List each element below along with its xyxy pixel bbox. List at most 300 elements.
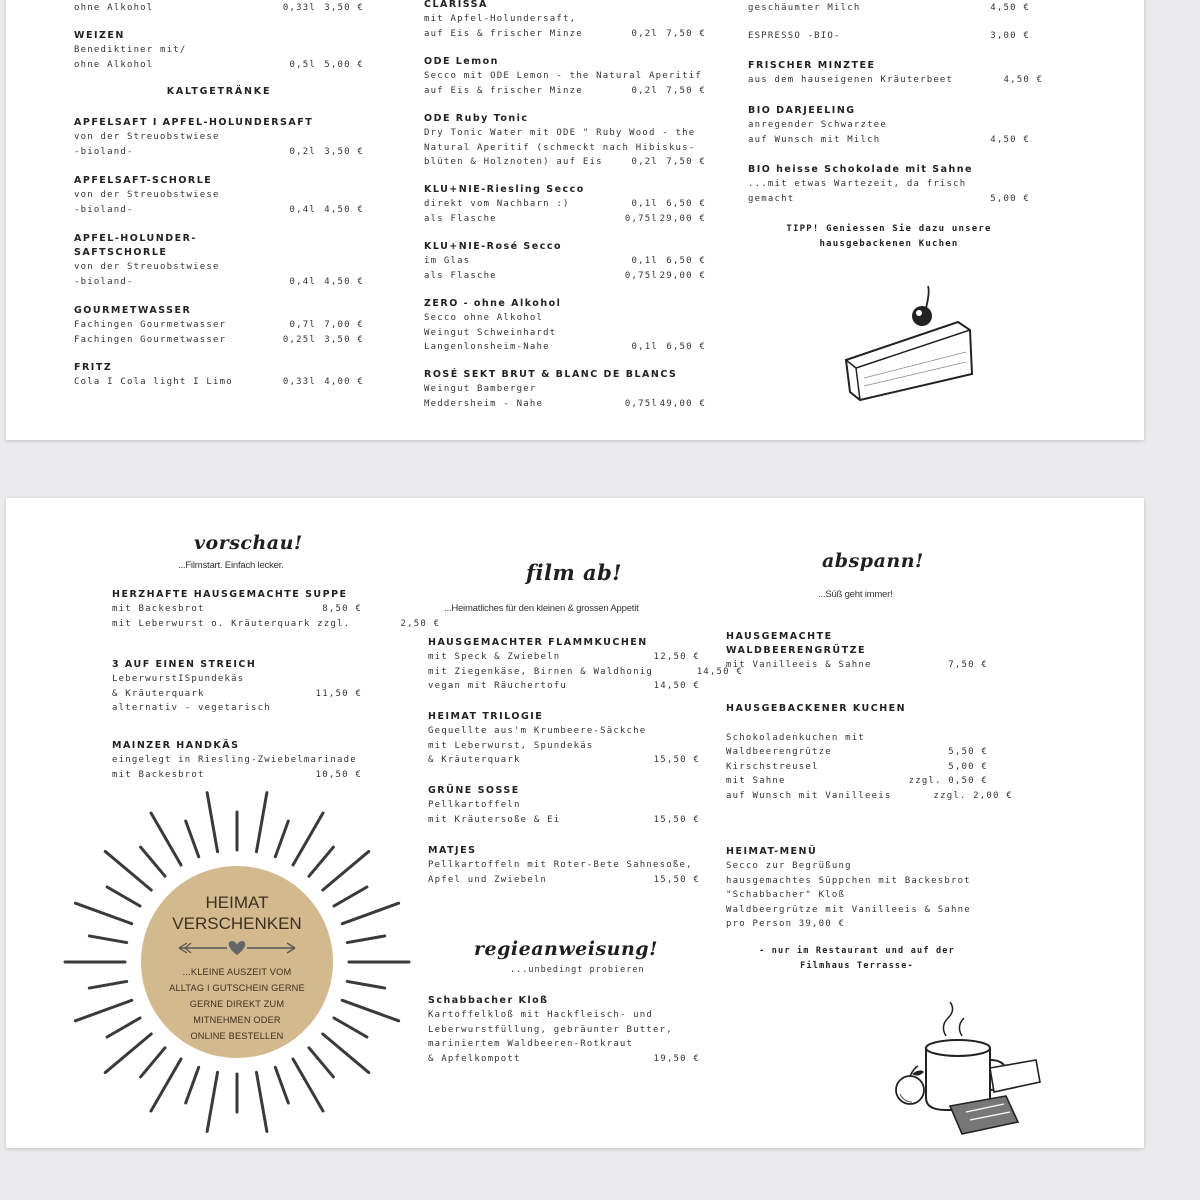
menu-line-price	[940, 859, 988, 874]
menu-line-price: 10,50 €	[315, 769, 362, 780]
menu-item-title: HEIMAT TRILOGIE	[428, 711, 544, 722]
menu-item-schabbacher-kloss	[428, 994, 700, 1066]
menu-line	[74, 375, 364, 390]
menu-line-price: 7,50 €	[666, 157, 706, 167]
menu-item-title: APFELSAFT-SCHORLE	[74, 175, 213, 186]
menu-item-heimat-trilogie	[428, 710, 700, 768]
menu-item-title: WEIZEN	[74, 30, 125, 41]
menu-line-price	[652, 798, 700, 813]
sun-ray	[207, 1072, 217, 1131]
menu-line-price	[658, 382, 706, 397]
menu-line-price: 4,50 €	[990, 134, 1030, 145]
menu-line	[112, 768, 362, 783]
menu-line-text: Waldbeerengrütze	[726, 747, 832, 757]
menu-line-size: 0,7l	[289, 320, 316, 330]
gutschein-badge	[62, 788, 412, 1138]
menu-line-size	[695, 126, 737, 141]
menu-line	[74, 58, 364, 73]
coffee-cake-illustration-icon	[886, 998, 1046, 1138]
section-heading-regieanweisung: regieanweisung!	[474, 938, 658, 960]
menu-item-weizen	[74, 29, 364, 72]
menu-line-size	[272, 687, 314, 702]
menu-line	[424, 212, 706, 227]
menu-line	[74, 318, 364, 333]
sun-ray	[342, 1000, 398, 1021]
sun-ray	[275, 1067, 288, 1103]
sun-ray	[89, 936, 126, 943]
menu-item-title: HERZHAFTE HAUSGEMACHTE SUPPE	[112, 589, 348, 600]
menu-line	[428, 665, 744, 680]
menu-line-size	[646, 724, 688, 739]
menu-line	[428, 858, 700, 873]
menu-line-text: Cola I Cola light I Limo	[74, 377, 233, 387]
menu-line-price: 5,00 €	[948, 761, 988, 772]
sun-ray	[141, 1048, 165, 1077]
menu-line-text: Secco ohne Alkohol	[424, 313, 544, 323]
menu-line	[424, 397, 706, 412]
menu-line-size	[940, 133, 982, 148]
badge-title: HEIMAT VERSCHENKEN	[172, 893, 302, 933]
sun-ray	[293, 1059, 323, 1111]
menu-line	[428, 1008, 700, 1023]
menu-item-title: ZERO - ohne Alkohol	[424, 298, 562, 309]
menu-line	[424, 254, 706, 269]
menu-line	[112, 687, 362, 702]
menu-line-size	[272, 701, 314, 716]
menu-item-title: BIO DARJEELING	[748, 105, 856, 116]
menu-line-price	[940, 888, 988, 903]
sun-ray	[186, 821, 199, 857]
menu-line: geschäumter Milch 4,50 €	[748, 3, 1030, 13]
menu-line	[428, 1023, 700, 1038]
menu-line	[726, 731, 988, 746]
menu-line-size	[966, 177, 1008, 192]
menu-line-size	[898, 917, 940, 932]
menu-item-title: HEIMAT-MENÜ	[726, 846, 818, 857]
menu-line-size: 0,2l	[631, 157, 658, 167]
menu-line-size	[610, 650, 652, 665]
menu-line	[726, 874, 988, 889]
menu-line-text: mit Kräutersoße & Ei	[428, 814, 561, 825]
menu-line-size	[702, 69, 744, 84]
menu-line-price	[314, 701, 362, 716]
menu-line-text: mit Backesbrot	[112, 769, 205, 780]
menu-line	[726, 789, 1013, 804]
menu-line-size	[953, 73, 995, 88]
menu-line-price: 15,50 €	[653, 755, 700, 765]
menu-line	[428, 724, 700, 739]
menu-line-text: & Kräuterquark	[428, 755, 521, 765]
menu-line	[726, 903, 988, 918]
menu-item-apfel-holunder-schorle	[74, 232, 364, 289]
menu-line-price: 12,50 €	[653, 652, 700, 662]
menu-line-price	[314, 672, 362, 687]
menu-line-size	[898, 888, 940, 903]
sun-ray	[107, 1018, 140, 1037]
menu-line	[424, 340, 706, 355]
menu-line-price	[658, 12, 706, 27]
menu-line-price: 5,00 €	[990, 193, 1030, 204]
menu-line-text: vegan mit Räuchertofu	[428, 681, 567, 691]
menu-line	[428, 1052, 700, 1067]
menu-line	[424, 126, 706, 141]
menu-line-size: 0,25l	[282, 334, 316, 345]
menu-line-text: auf Wunsch mit Milch	[748, 134, 881, 145]
menu-line-text: von der Streuobstwiese	[74, 190, 220, 200]
menu-item-title: ODE Ruby Tonic	[424, 113, 529, 124]
menu-line-price: 3,50 €	[324, 334, 364, 345]
menu-line	[112, 672, 362, 687]
menu-item-title: ROSÉ SEKT BRUT & BLANC DE BLANCS	[424, 369, 678, 380]
menu-line	[424, 311, 706, 326]
menu-line-size	[940, 118, 982, 133]
menu-line-size	[350, 617, 392, 632]
menu-line-price: 49,00 €	[659, 398, 706, 409]
menu-item-ode-lemon	[424, 55, 706, 98]
menu-line-size	[971, 903, 1013, 918]
menu-line-text: als Flasche	[424, 213, 497, 224]
menu-line-price: 7,50 €	[948, 660, 988, 670]
menu-line-size: 0,4l	[289, 204, 316, 215]
menu-line-text: von der Streuobstwiese	[74, 262, 220, 272]
menu-line-text: aus dem hauseigenen Kräuterbeet	[748, 75, 954, 85]
heart-arrow-icon	[177, 938, 297, 958]
menu-line-text: mit Sahne	[726, 776, 786, 786]
menu-item-title: GRÜNE SOSSE	[428, 785, 520, 796]
menu-item-suppe	[112, 588, 441, 631]
menu-item-riesling-secco	[424, 183, 706, 226]
menu-line	[428, 679, 700, 694]
menu-line-price	[652, 739, 700, 754]
menu-item-title: Schabbacher Kloß	[428, 995, 549, 1006]
menu-line-size	[633, 1037, 675, 1052]
menu-line-text: eingelegt in Riesling-Zwiebelmarinade	[112, 755, 357, 765]
menu-line	[726, 658, 988, 673]
menu-line-text: Leberwurstfüllung, gebräunter Butter,	[428, 1024, 673, 1035]
menu-line	[74, 145, 364, 160]
menu-line	[424, 155, 706, 170]
menu-item-title: 3 AUF EINEN STREICH	[112, 659, 257, 670]
menu-item-heimat-menue	[726, 845, 988, 932]
menu-line-text: -bioland-	[74, 204, 134, 215]
menu-line-text: von der Streuobstwiese	[74, 132, 220, 142]
menu-line-text: Pellkartoffeln	[428, 800, 521, 810]
menu-line-size	[274, 188, 316, 203]
menu-line	[726, 917, 988, 932]
menu-item-waldbeerengruetze	[726, 630, 988, 673]
menu-line-size	[616, 382, 658, 397]
menu-line-size	[610, 873, 652, 888]
menu-item-rose-secco	[424, 240, 706, 283]
menu-line-text: Pellkartoffeln mit Roter-Bete Sahnesoße,	[428, 860, 693, 870]
menu-line-price	[1008, 177, 1056, 192]
menu-line-size: 0,2l	[631, 85, 658, 96]
menu-line-price	[316, 260, 364, 275]
sun-ray	[89, 981, 126, 988]
menu-line-size	[274, 43, 316, 58]
section-heading-vorschau: vorschau!	[194, 532, 303, 554]
menu-line-text: ...mit etwas Wartezeit, da frisch	[748, 179, 967, 189]
menu-line-text: Meddersheim - Nahe	[424, 398, 544, 409]
menu-line-text: Natural Aperitif (schmeckt nach Hibiskus-	[424, 142, 696, 153]
menu-line	[428, 739, 700, 754]
menu-line-text: mit Ziegenkäse, Birnen & Waldhonig	[428, 666, 654, 677]
menu-line-text: im Glas	[424, 256, 471, 266]
menu-line-text: blüten & Holznoten) auf Eis	[424, 157, 603, 167]
menu-line-size	[971, 874, 1013, 889]
menu-line-size	[274, 130, 316, 145]
menu-line-price: 15,50 €	[653, 814, 700, 825]
menu-line-size	[610, 798, 652, 813]
menu-line	[748, 118, 1030, 133]
menu-line-size: 0,4l	[289, 276, 316, 287]
menu-line: ESPRESSO -BIO- 3,00 €	[748, 31, 1030, 41]
menu-line-size	[653, 665, 695, 680]
menu-line-text: mit Apfel-Holundersaft,	[424, 14, 577, 24]
menu-line-price: 4,50 €	[324, 204, 364, 215]
menu-line	[424, 27, 706, 42]
menu-line	[748, 133, 1030, 148]
menu-line-price: zzgl. 0,50 €	[908, 776, 988, 786]
menu-line	[424, 84, 706, 99]
menu-item-title: GOURMETWASSER	[74, 305, 192, 316]
menu-line-text	[726, 716, 733, 731]
menu-line-price: 7,50 €	[666, 28, 706, 39]
menu-line-size	[891, 789, 933, 804]
menu-line	[74, 333, 364, 348]
menu-line-text: & Kräuterquark	[112, 688, 205, 699]
menu-line-size	[616, 311, 658, 326]
menu-line	[74, 275, 364, 290]
menu-line-size	[610, 679, 652, 694]
menu-line	[428, 798, 700, 813]
menu-item-title: MAINZER HANDKÄS	[112, 740, 240, 751]
menu-line-price: 6,50 €	[666, 256, 706, 266]
menu-line-text: Secco zur Begrüßung	[726, 861, 852, 871]
menu-line	[112, 602, 362, 617]
menu-line-text: auf Eis & frischer Minze	[424, 28, 583, 39]
menu-line	[428, 813, 700, 828]
menu-line-price	[316, 130, 364, 145]
menu-line-size	[357, 753, 399, 768]
sun-ray	[347, 981, 384, 988]
menu-line-text: -bioland-	[74, 146, 134, 157]
menu-item-title: HAUSGEBACKENER KUCHEN	[726, 703, 907, 714]
menu-item-gourmetwasser	[74, 304, 364, 347]
menu-line-text: Schokoladenkuchen mit	[726, 732, 865, 743]
menu-item-fritz	[74, 361, 364, 390]
menu-item-rose-sekt	[424, 368, 706, 411]
menu-line-size	[940, 192, 982, 207]
sun-ray	[256, 1072, 266, 1131]
menu-item-title: APFELSAFT I APFEL-HOLUNDERSAFT	[74, 117, 314, 128]
menu-line	[428, 753, 700, 768]
section-heading-film-ab: film ab!	[526, 560, 623, 585]
menu-line-price: 29,00 €	[659, 270, 706, 281]
menu-line-size: 0,33l	[282, 377, 316, 387]
menu-item-title: KLU+NIE-Rosé Secco	[424, 241, 562, 252]
menu-line	[424, 326, 706, 341]
menu-line-price	[316, 43, 364, 58]
menu-line-size	[610, 753, 652, 768]
menu-line	[74, 188, 364, 203]
menu-line-price: 6,50 €	[666, 342, 706, 352]
sun-ray	[105, 1034, 151, 1073]
menu-line-price	[940, 731, 988, 746]
menu-line-size: 0,1l	[631, 256, 658, 266]
sun-ray	[256, 793, 266, 852]
menu-line-text: mit Speck & Zwiebeln	[428, 652, 561, 662]
menu-line-text: Fachingen Gourmetwasser	[74, 334, 227, 345]
menu-line-text: Fachingen Gourmetwasser	[74, 320, 227, 330]
menu-line-price: 14,50 €	[653, 681, 700, 691]
menu-line-price	[715, 1023, 763, 1038]
menu-page-food	[6, 498, 1144, 1148]
menu-item-title: MATJES	[428, 845, 477, 856]
menu-line	[748, 73, 1044, 88]
menu-item-handkaes	[112, 739, 362, 782]
menu-line-text: als Flasche	[424, 270, 497, 281]
menu-line-price: 7,50 €	[666, 85, 706, 96]
menu-line-size: 0,1l	[631, 199, 658, 209]
tipp-note: TIPP! Geniessen Sie dazu unsere hausgebackenen Kuchen	[786, 224, 992, 249]
sun-ray	[151, 813, 181, 865]
menu-line-size	[898, 760, 940, 775]
menu-line-size	[898, 716, 940, 731]
menu-line-price	[982, 118, 1030, 133]
menu-line-price: 29,00 €	[659, 213, 706, 224]
menu-line-price: 14,50 €	[696, 666, 744, 677]
menu-line	[74, 130, 364, 145]
sun-ray	[207, 793, 217, 852]
menu-line-price	[940, 917, 988, 932]
menu-line-price	[1013, 874, 1061, 889]
menu-item-title: FRISCHER MINZTEE	[748, 60, 876, 71]
section-heading-kaltgetraenke: KALTGETRÄNKE	[166, 86, 272, 97]
menu-line-text: Waldbeergrütze mit Vanilleeis & Sahne	[726, 904, 971, 915]
sun-ray	[151, 1059, 181, 1111]
menu-line	[74, 43, 364, 58]
menu-line-text: pro Person 39,00 €	[726, 919, 846, 929]
menu-line-text: & Apfelkompott	[428, 1053, 521, 1064]
menu-line-price	[1013, 903, 1061, 918]
menu-line-price: 5,00 €	[324, 59, 364, 70]
menu-line-size	[898, 731, 940, 746]
menu-item-streich	[112, 658, 362, 716]
sun-ray	[293, 813, 323, 865]
menu-line-size	[898, 658, 940, 673]
badge-text: ...KLEINE AUSZEIT VOM ALLTAG I GUTSCHEIN GERNE GERNE DIREKT ZUM MITNEHMEN ODER ONLINE BESTELLEN	[169, 967, 305, 1041]
section-subtitle: ...Heimatliches für den kleinen & grossen Appetit	[444, 603, 639, 614]
menu-line	[748, 177, 1030, 192]
menu-line-price	[675, 1037, 723, 1052]
menu-line-text: mit Leberwurst, Spundekäs	[428, 740, 594, 751]
menu-line	[726, 745, 988, 760]
menu-line-text: auf Wunsch mit Vanilleeis	[726, 790, 892, 801]
menu-line	[112, 617, 441, 632]
menu-item-zero	[424, 297, 706, 355]
menu-line-text: "Schabbacher" Kloß	[726, 890, 846, 900]
menu-line-price: 3,50 €	[324, 146, 364, 157]
sun-ray	[334, 1018, 367, 1037]
menu-line	[74, 260, 364, 275]
menu-line-text: anregender Schwarztee	[748, 120, 887, 130]
menu-line-price: 6,50 €	[666, 199, 706, 209]
menu-line	[748, 192, 1030, 207]
menu-line	[112, 753, 362, 768]
menu-item-title: KLU+NIE-Riesling Secco	[424, 184, 585, 195]
menu-line	[424, 12, 706, 27]
menu-line-price	[316, 188, 364, 203]
menu-item-minztee	[748, 59, 1044, 88]
menu-line-text: direkt vom Nachbarn :)	[424, 199, 570, 209]
menu-item	[748, 1, 1030, 16]
sun-ray	[75, 903, 131, 924]
menu-line	[112, 701, 362, 716]
menu-line-size: 0,5l	[289, 59, 316, 70]
menu-line-size	[653, 1008, 695, 1023]
menu-item-gruene-sosse	[428, 784, 700, 827]
menu-line-text: gemacht	[748, 193, 795, 204]
menu-line	[726, 859, 988, 874]
menu-line-text: Secco mit ODE Lemon - the Natural Aperitif	[424, 71, 702, 81]
menu-line-size	[616, 12, 658, 27]
menu-line-price: 5,50 €	[948, 747, 988, 757]
menu-line-size	[610, 1052, 652, 1067]
menu-line-size	[610, 739, 652, 754]
menu-line-text: LeberwurstISpundekäs	[112, 674, 245, 684]
menu-item-title: HAUSGEMACHTE WALDBEERENGRÜTZE	[726, 631, 867, 656]
menu-line-price	[695, 1008, 743, 1023]
sun-ray	[323, 1034, 369, 1073]
menu-item-kuchen	[726, 702, 1013, 803]
menu-line-size: 0,75l	[624, 213, 658, 224]
menu-line-text: Langenlonsheim-Nahe	[424, 342, 550, 352]
menu-line	[424, 269, 706, 284]
menu-page-drinks	[6, 0, 1144, 440]
menu-line-price	[940, 716, 988, 731]
sun-ray	[141, 847, 165, 876]
section-subtitle: ...Süß geht immer!	[818, 589, 893, 600]
menu-line-size	[673, 1023, 715, 1038]
menu-line	[424, 141, 706, 156]
menu-line-price: 19,50 €	[653, 1053, 700, 1064]
menu-line-size	[695, 141, 737, 156]
menu-line-price: 8,50 €	[322, 604, 362, 614]
menu-line	[726, 888, 988, 903]
menu-line-text: Kirschstreusel	[726, 761, 819, 772]
sun-ray	[347, 936, 384, 943]
menu-line-size	[867, 774, 909, 789]
menu-line-size	[272, 768, 314, 783]
menu-item-darjeeling	[748, 104, 1030, 147]
sun-ray	[342, 903, 398, 924]
menu-line-size: 0,75l	[624, 270, 658, 281]
menu-line-size	[272, 672, 314, 687]
menu-line-price: 4,00 €	[324, 377, 364, 387]
menu-item-apfelsaft	[74, 116, 364, 159]
menu-item-matjes	[428, 844, 700, 887]
sun-ray	[323, 851, 369, 890]
menu-line	[424, 197, 706, 212]
menu-line-text: Weingut Schweinhardt	[424, 327, 557, 338]
sun-ray	[105, 851, 151, 890]
menu-line-text: Dry Tonic Water mit ODE " Ruby Wood - the	[424, 128, 696, 138]
menu-line-size	[616, 326, 658, 341]
menu-line-price	[658, 311, 706, 326]
sun-ray	[334, 887, 367, 906]
menu-line-price: 4,50 €	[324, 276, 364, 287]
